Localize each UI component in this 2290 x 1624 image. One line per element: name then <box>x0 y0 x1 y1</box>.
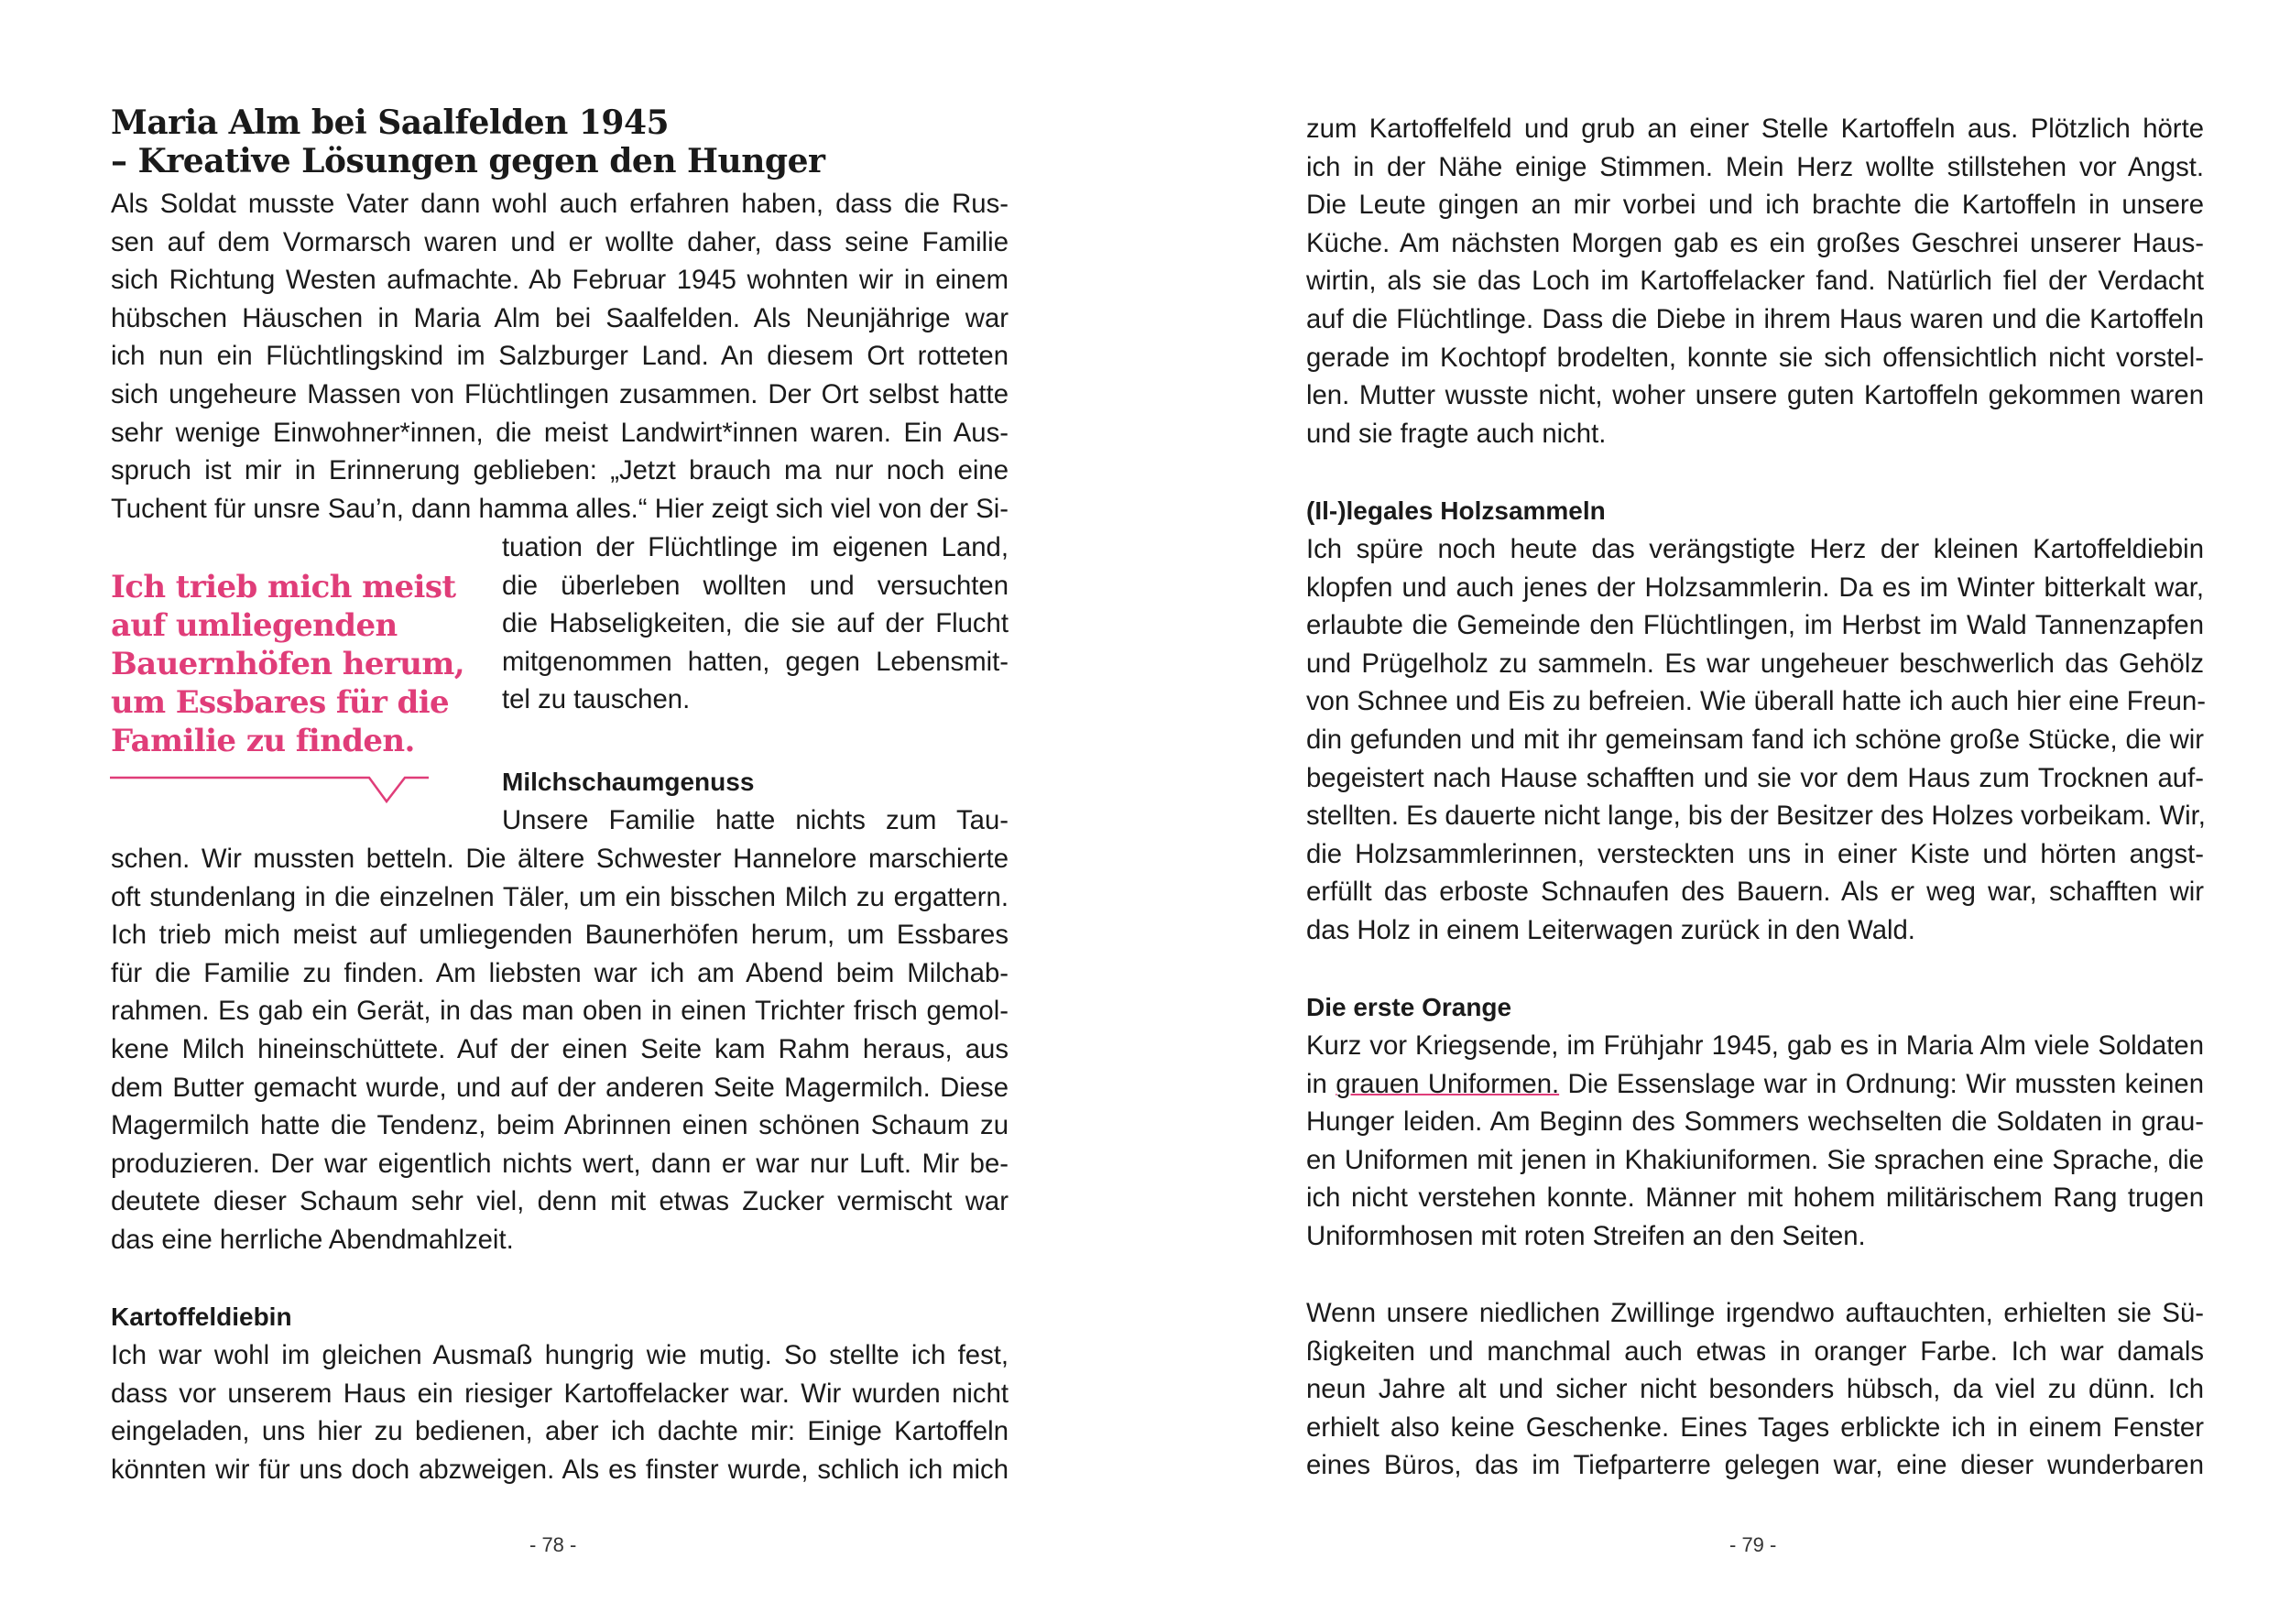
pull-quote-line: Familie zu finden. <box>111 723 415 759</box>
heading-line: – Kreative Lösungen gegen den Hunger <box>111 142 825 180</box>
text-line: rahmen. Es gab ein Gerät, in das man oben in einen Trichter frisch gemol- <box>111 996 1009 1027</box>
text-line: deutete dieser Schaum sehr viel, denn mit etwas Zucker vermischt war <box>111 1186 1009 1217</box>
text-line: produzieren. Der war eigentlich nichts wert, dann er war nur Luft. Mir be- <box>111 1148 1009 1179</box>
text-line: sich Richtung Westen aufmachte. Ab Februar 1945 wohnten wir in einem <box>111 265 1009 296</box>
text-line: die Habseligkeiten, die sie auf der Flucht <box>502 608 1009 639</box>
text-line: erhielt also keine Geschenke. Eines Tages erblickte ich in einem Fenster <box>1306 1411 2204 1443</box>
text-line: und sie fragte auch nicht. <box>1306 418 1607 449</box>
text-line: schen. Wir mussten betteln. Die ältere Schwester Hannelore marschierte <box>111 844 1009 874</box>
orange-paragraph-2 <box>1306 1294 2204 1485</box>
text-line: tel zu tauschen. <box>502 684 691 715</box>
pull-quote-line: um Essbares für die <box>111 684 450 721</box>
intro-side-paragraph <box>502 529 1009 719</box>
text-line: Ich war wohl im gleichen Ausmaß hungrig wie mutig. So stellte ich fest, <box>111 1340 1009 1370</box>
text-line: das Holz in einem Leiterwagen zurück in den Wald. <box>1306 914 1915 945</box>
page-number: - 79 - <box>1729 1533 1777 1556</box>
text-line: Die Leute gingen an mir vorbei und ich brachte die Kartoffeln in unsere <box>1306 190 2204 221</box>
text-line: dass vor unserem Haus ein riesiger Kartoffelacker war. Wir wurden nicht <box>111 1378 1009 1409</box>
page-number: - 78 - <box>529 1533 577 1556</box>
subheading-milchschaumgenuss: Milchschaumgenuss <box>502 768 755 796</box>
text-line: en Uniformen mit jenen in Khakiuniformen. Sie sprachen eine Sprache, die <box>1306 1144 2204 1175</box>
text-line: ich in der Nähe einige Stimmen. Mein Herz wollte stillstehen vor Angst. <box>1306 151 2204 182</box>
text-line: eines Büros, das im Tiefparterre gelegen war, eine dieser wunderbaren <box>1306 1450 2204 1481</box>
milch-paragraph <box>111 840 1009 1259</box>
text-line: gerade im Kochtopf brodelten, konnte sie sich offensichtlich nicht vorstel- <box>1306 342 2204 373</box>
text-line: wirtin, als sie das Loch im Kartoffelacker fand. Natürlich fiel der Verdacht <box>1306 266 2204 297</box>
text-line: Als Soldat musste Vater dann wohl auch erfahren haben, dass die Rus- <box>111 189 1009 219</box>
text-line: Uniformhosen mit roten Streifen an den Seiten. <box>1306 1220 1866 1251</box>
text-line: len. Mutter wusste nicht, woher unsere guten Kartoffeln gekommen waren <box>1306 380 2204 411</box>
text-line: kene Milch hineinschüttete. Auf der einen Seite kam Rahm heraus, aus <box>111 1033 1009 1064</box>
text-line: Ich trieb mich meist auf umliegenden Baunerhöfen herum, um Essbares <box>111 920 1009 951</box>
text-line: Kurz vor Kriegsende, im Frühjahr 1945, gab es in Maria Alm viele Soldaten <box>1306 1030 2204 1061</box>
text-line-with-mark <box>1306 1065 2204 1104</box>
pull-quote-line: Ich trieb mich meist <box>111 569 456 605</box>
text-line: Küche. Am nächsten Morgen gab es ein großes Geschrei unserer Haus- <box>1306 227 2204 258</box>
underlined-phrase: grauen Uniformen. <box>1336 1068 1560 1099</box>
text-line: Hunger leiden. Am Beginn des Sommers wechselten die Soldaten in grau- <box>1306 1106 2204 1138</box>
text-line: neun Jahre alt und sicher nicht besonders hübsch, da viel zu dünn. Ich <box>1306 1374 2204 1405</box>
text-line: ßigkeiten und manchmal auch etwas in oranger Farbe. Ich war damals <box>1306 1335 2204 1367</box>
text-line: sehr wenige Einwohner*innen, die meist Landwirt*innen waren. Ein Aus- <box>111 417 1009 448</box>
text-line: zum Kartoffelfeld und grub an einer Stelle Kartoffeln aus. Plötzlich hörte <box>1306 114 2204 144</box>
text-fragment: Die Essenslage war in Ordnung: Wir mussten keinen <box>1559 1068 2204 1099</box>
text-line: dem Butter gemacht wurde, und auf der anderen Seite Magermilch. Diese <box>111 1072 1009 1103</box>
text-line: Tuchent für unsre Sau’n, dann hamma alles.“ Hier zeigt sich viel von der Si- <box>111 493 1009 524</box>
text-line: erlaubte die Gemeinde den Flüchtlingen, im Herbst im Wald Tannenzapfen <box>1306 610 2204 641</box>
text-line: klopfen und auch jenes der Holzsammlerin. Da es im Winter bitterkalt war, <box>1306 572 2204 603</box>
text-line: hübschen Häuschen in Maria Alm bei Saalfelden. Als Neunjährige war <box>111 302 1009 333</box>
chapter-heading <box>111 104 1009 180</box>
subheading-die-erste-orange: Die erste Orange <box>1306 993 1512 1021</box>
text-line: Magermilch hatte die Tendenz, beim Abrinnen einen schönen Schaum zu <box>111 1110 1009 1141</box>
text-line: tuation der Flüchtlinge im eigenen Land, <box>502 532 1009 562</box>
pull-quote-line: auf umliegenden <box>111 607 398 644</box>
text-line: die überleben wollten und versuchten <box>502 570 1009 601</box>
text-fragment: in <box>1306 1068 1336 1099</box>
pull-quote <box>111 568 477 760</box>
text-line: ich nun ein Flüchtlingskind im Salzburger Land. An diesem Ort rotteten <box>111 341 1009 372</box>
text-line: die Holzsammlerinnen, versteckten uns in einer Kiste und hörten angst- <box>1306 838 2204 869</box>
subheading-holzsammeln: (Il-)legales Holzsammeln <box>1306 496 1606 525</box>
text-line: oft stundenlang in die einzelnen Täler, um ein bisschen Milch zu ergattern. <box>111 881 1009 912</box>
text-line: für die Familie zu finden. Am liebsten war ich am Abend beim Milchab- <box>111 957 1009 988</box>
text-line: mitgenommen hatten, gegen Lebensmit- <box>502 646 1009 677</box>
pull-quote-line: Bauernhöfen herum, <box>111 646 464 682</box>
text-line: eingeladen, uns hier zu bedienen, aber ich dachte mir: Einige Kartoffeln <box>111 1416 1009 1447</box>
text-line: stellten. Es dauerte nicht lange, bis der Besitzer des Holzes vorbeikam. Wir, <box>1306 801 2206 832</box>
text-line: sen auf dem Vormarsch waren und er wollte daher, dass seine Familie <box>111 226 1009 257</box>
right-page <box>1145 0 2290 1624</box>
holz-paragraph <box>1306 530 2207 950</box>
continued-paragraph <box>1306 110 2204 452</box>
text-line: begeistert nach Hause schafften und sie vor dem Haus zum Trocknen auf- <box>1306 762 2204 793</box>
heading-line: Maria Alm bei Saalfelden 1945 <box>111 104 670 142</box>
speech-bubble-underline-icon <box>110 774 431 805</box>
milch-side-line <box>502 801 1009 840</box>
kartoffel-paragraph <box>111 1336 1009 1488</box>
text-line: das eine herrliche Abendmahlzeit. <box>111 1224 514 1255</box>
text-line: auf die Flüchtlinge. Dass die Diebe in ihrem Haus waren und die Kartoffeln <box>1306 303 2204 334</box>
text-line: Ich spüre noch heute das verängstigte Herz der kleinen Kartoffeldiebin <box>1306 534 2204 564</box>
text-line: ich nicht verstehen konnte. Männer mit hohem militärischem Rang trugen <box>1306 1183 2204 1214</box>
text-line: spruch ist mir in Erinnerung geblieben: „Jetzt brauch ma nur noch eine <box>111 455 1009 486</box>
text-line: erfüllt das erboste Schnaufen des Bauern. Als er weg war, schafften wir <box>1306 877 2204 908</box>
intro-paragraph <box>111 185 1009 528</box>
subheading-kartoffeldiebin: Kartoffeldiebin <box>111 1302 292 1331</box>
text-line: Wenn unsere niedlichen Zwillinge irgendwo auftauchten, erhielten sie Sü- <box>1306 1298 2204 1328</box>
orange-paragraph <box>1306 1027 2204 1256</box>
text-line: sich ungeheure Massen von Flüchtlingen zusammen. Der Ort selbst hatte <box>111 378 1009 409</box>
text-line: Unsere Familie hatte nichts zum Tau- <box>502 805 1009 835</box>
text-line: könnten wir für uns doch abzweigen. Als es finster wurde, schlich ich mich <box>111 1454 1009 1485</box>
text-line: und Prügelholz zu sammeln. Es war ungeheuer beschwerlich das Gehölz <box>1306 648 2204 679</box>
text-line: von Schnee und Eis zu befreien. Wie überall hatte ich auch hier eine Freun- <box>1306 686 2207 717</box>
text-line: din gefunden und mit ihr gemeinsam fand ich schöne große Stücke, die wir <box>1306 724 2204 755</box>
